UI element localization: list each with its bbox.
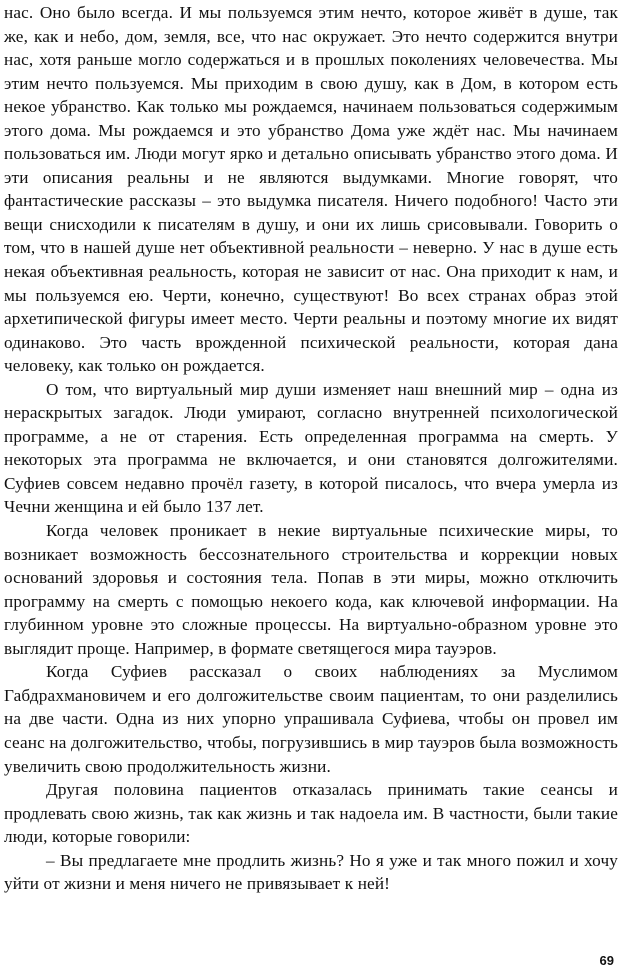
paragraph-5: Другая половина пациентов отказалась принимать такие сеансы и продлевать свою жизнь, так как жизнь и так надоела им. В частности, были такие люди, которые говорили: (4, 780, 618, 847)
paragraph-1: нас. Оно было всегда. И мы пользуемся этим нечто, которое живёт в душе, так же, как и небо, дом, земля, все, что нас окружает. Это нечто содержится внутри нас, хотя раньше могло содержаться и в прошлых поколениях человечества. Мы этим нечто пользуемся. Мы приходим в свою душу, как в Дом, в котором есть некое убранство. Как только мы рождаемся, начинаем пользоваться содержимым этого дома. Мы рождаемся и это убранство Дома уже ждёт нас. Мы начинаем пользоваться им. Люди могут ярко и детально описывать убранство этого дома. И эти описания реальны и не являются выдумками. Многие говорят, что фантастические рассказы – это выдумка писателя. Ничего подобного! Часто эти вещи снисходили к писателям в душу, и они их лишь срисовывали. Говорить о том, что в нашей душе нет объективной реальности – неверно. У нас в душе есть некая объективная реальность, которая не зависит от нас. Она приходит к нам, и мы пользуемся ею. Черти, конечно, существуют! Во всех странах образ этой архетипической фигуры имеет место. Черти реальны и поэтому многие их видят одинаково. Это часть врожденной психической реальности, которая дана человеку, как только он рождается. (4, 3, 618, 376)
paragraph-3: Когда человек проникает в некие виртуальные психические миры, то возникает возможность бессознательного строительства и коррекции новых оснований здоровья и состояния тела. Попав в эти миры, можно отключить программу на смерть с помощью некоего кода, как ключевой информации. На глубинном уровне это сложные процессы. На виртуально-образном уровне это выглядит проще. Например, в формате светящегося мира тауэров. (4, 521, 618, 658)
book-page (4, 0, 618, 976)
paragraph-4: Когда Суфиев рассказал о своих наблюдениях за Муслимом Габдрахмановичем и его долгожительстве своим пациентам, то они разделились на две части. Одна из них упорно упрашивала Суфиева, чтобы он провел им сеанс на долгожительство, чтобы, погрузившись в мир тауэров была возможность увеличить свою продолжительность жизни. (4, 662, 618, 776)
paragraph-6: – Вы предлагаете мне продлить жизнь? Но я уже и так много пожил и хочу уйти от жизни и меня ничего не привязывает к ней! (4, 850, 618, 894)
paragraph-2: О том, что виртуальный мир души изменяет наш внешний мир – одна из нераскрытых загадок. Люди умирают, согласно внутренней психологической программе, а не от старения. Есть определенная программа на смерть. У некоторых эта программа не включается, и они становятся долгожителями. Суфиев совсем недавно прочёл газету, в которой писалось, что вчера умерла из Чечни женщина и ей было 137 лет. (4, 379, 618, 517)
body-text (4, 0, 618, 896)
page-number: 69 (599, 953, 614, 968)
